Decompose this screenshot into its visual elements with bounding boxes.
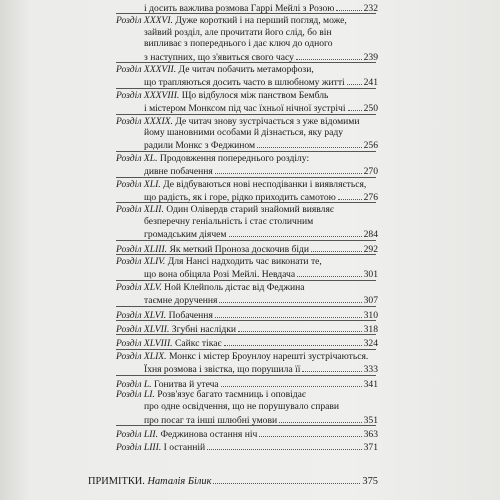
toc-entry-l <box>116 377 378 390</box>
toc-entry-text: дивне побачення <box>144 166 213 178</box>
toc-entry-text: Гонитва й утеча <box>154 378 219 390</box>
chapter-label: Розділ XLV. <box>116 281 162 293</box>
chapter-label: Розділ XL. <box>116 152 158 164</box>
toc-entry-text: Де читач знову зустрічається з уже відомими <box>175 115 360 127</box>
toc-entry-page: 351 <box>363 414 378 426</box>
toc-entry-page: 307 <box>363 295 378 307</box>
toc-entry-page: 256 <box>363 140 378 152</box>
toc-entry-page: 341 <box>363 378 378 390</box>
entry-rule <box>116 202 376 203</box>
toc-entry-xxxvii <box>116 64 378 89</box>
toc-entry-text: йому шановними особами й дізнається, яку раду <box>144 127 344 138</box>
entry-rule <box>116 334 376 335</box>
toc-entry-text: що радість, як і горе, рідко приходить самотою <box>144 192 336 203</box>
chapter-label: Розділ XLVIII. <box>116 338 173 350</box>
toc-entry-page: 318 <box>363 324 378 335</box>
entry-rule <box>116 320 376 321</box>
entry-rule <box>116 240 376 241</box>
toc-entry-text: Дуже короткий і на перший погляд, може, <box>175 15 347 27</box>
chapter-label: Розділ L. <box>116 378 152 390</box>
toc-entry-text: Як меткий Проноза доскочив біди <box>169 243 310 255</box>
toc-entry-page: 310 <box>363 309 378 321</box>
toc-entry-text: випливає з попереднього і дає ключ до одного <box>144 38 333 50</box>
toc-entry-page: 375 <box>362 476 378 487</box>
entry-rule <box>116 306 376 307</box>
toc-entry-xliv <box>116 256 378 281</box>
toc-entry-page: 324 <box>363 338 378 350</box>
entry-rule <box>116 13 376 14</box>
toc-entry-text: Ной Клейполь дістає від Феджина <box>164 281 305 293</box>
toc-entry-text: Розв'язує багато таємниць і оповідає <box>157 389 307 400</box>
toc-entry-xlvi <box>116 308 378 321</box>
toc-entry-text: Що відбулося між панством Бембль <box>181 89 329 101</box>
toc-entry-page: 333 <box>363 364 378 376</box>
toc-entry-text: про посаг та інші шлюбні умови <box>144 414 278 426</box>
entry-rule <box>116 88 376 89</box>
toc-entry-text: Для Нансі надходить час виконати те, <box>167 256 322 267</box>
chapter-label: Розділ LII. <box>116 429 159 441</box>
toc-entry-xxxvi <box>116 15 378 63</box>
toc-entry-text: громадським діячем <box>144 229 227 241</box>
entry-rule <box>116 349 376 350</box>
toc-entry-li-cont <box>116 401 378 426</box>
toc-entry-page: 232 <box>363 3 378 14</box>
chapter-label: Розділ XLVII. <box>116 324 170 335</box>
toc-entry-text: що трапляються досить часто в шлюбному житті <box>144 77 345 89</box>
toc-entry-xxxix <box>116 116 378 152</box>
chapter-label: Розділ XLIV. <box>116 256 166 267</box>
toc-entry-text: Продовження попереднього розділу: <box>159 152 310 164</box>
toc-entry-text: І останній <box>163 441 206 453</box>
chapter-label: Розділ XLVI. <box>116 309 167 321</box>
entry-rule <box>116 114 376 115</box>
chapter-label: Розділ XXXVI. <box>116 15 173 27</box>
toc-entry-xli <box>116 179 378 204</box>
toc-entry-xliii <box>116 242 378 255</box>
toc-entry-xlii <box>116 204 378 240</box>
toc-entry-text: і містером Монксом під час їхньої нічної зустрічі <box>144 103 346 115</box>
toc-entry-page: 241 <box>363 77 378 89</box>
entry-rule <box>116 280 376 281</box>
toc-entry-text: зайвий розділ, але прочитати його слід, бо він <box>144 26 332 38</box>
toc-entry-page: 301 <box>363 269 378 281</box>
toc-entry-text: з наступних, що з'явиться свого часу <box>144 51 294 63</box>
toc-entry-page: 284 <box>363 229 378 241</box>
toc-entry-page: 239 <box>363 51 378 63</box>
toc-entry-li <box>116 389 378 400</box>
toc-entry-page: 292 <box>363 243 378 255</box>
toc-entry-text: Де читач побачить метаморфози, <box>178 64 314 75</box>
chapter-label: Розділ XLIX. <box>116 350 167 362</box>
toc-entry-xlv <box>116 282 378 307</box>
toc-entry-text: Їхня розмова і звістка, що порушила її <box>144 364 301 376</box>
chapter-label: Розділ XXXVIII. <box>116 89 180 101</box>
entry-rule <box>116 425 376 426</box>
toc-entry-liii <box>116 440 378 453</box>
chapter-label: Розділ XXXIX. <box>116 115 173 127</box>
chapter-label: Розділ XLII. <box>116 204 164 216</box>
entry-rule <box>116 62 376 63</box>
entry-rule <box>116 151 376 152</box>
entry-rule <box>116 254 376 255</box>
toc-entry-page: 250 <box>363 103 378 115</box>
toc-entry-text: Згубні наслідки <box>171 324 237 335</box>
chapter-label: Розділ LI. <box>116 389 155 400</box>
toc-entry-text: Сайкс тікає <box>175 338 222 350</box>
toc-entry-text: Монкс і містер Броунлоу нарешті зустрічаються. <box>168 350 369 362</box>
toc-entry-text: і досить важлива розмова Гаррі Мейлі з Розою <box>144 3 335 14</box>
toc-entry-text: Один Олівердв старий знайомий виявляє <box>166 204 334 216</box>
toc-entry-xlviii <box>116 336 378 349</box>
entry-rule <box>116 375 376 376</box>
chapter-label: Розділ XXXVII. <box>116 64 177 75</box>
toc-entry-notes <box>88 474 378 488</box>
toc-entry-page: 371 <box>363 441 378 453</box>
toc-entry-text: про одне освідчення, що не порушувало справи <box>144 401 340 413</box>
notes-label: ПРИМІТКИ. <box>88 476 145 487</box>
toc-entry-lii <box>116 427 378 440</box>
toc-entry-text: безперечну геніальність і стає столичним <box>144 215 314 227</box>
toc-entry-text: що вона обіцяла Розі Мейлі. Невдача <box>144 269 296 281</box>
toc-entry-text: радили Монкс з Феджином <box>144 140 256 152</box>
chapter-label: Розділ XLIII. <box>116 243 168 255</box>
chapter-label: Розділ LIII. <box>116 441 162 453</box>
toc-entry-text: Де відбуваються нові несподіванки і виявляється, <box>163 178 367 190</box>
toc-entry-text: Побачення <box>168 309 213 321</box>
chapter-label: Розділ XLI. <box>116 178 161 190</box>
toc-entry-xxxviii <box>116 90 378 115</box>
toc-entry-page: 363 <box>363 429 378 441</box>
toc-entry-page: 276 <box>363 192 378 203</box>
toc-entry-xlvii <box>116 322 378 335</box>
toc-entry-text: Феджинова остання ніч <box>160 429 258 441</box>
toc-entry-xl <box>116 153 378 178</box>
toc-entry-xxxv-continuation <box>116 1 378 14</box>
toc-entry-xlix <box>116 351 378 376</box>
entry-rule <box>116 177 376 178</box>
toc-entry-page: 270 <box>363 166 378 178</box>
notes-author: Наталія Білик <box>147 476 212 487</box>
toc-entry-text: таємне доручення <box>144 295 218 307</box>
